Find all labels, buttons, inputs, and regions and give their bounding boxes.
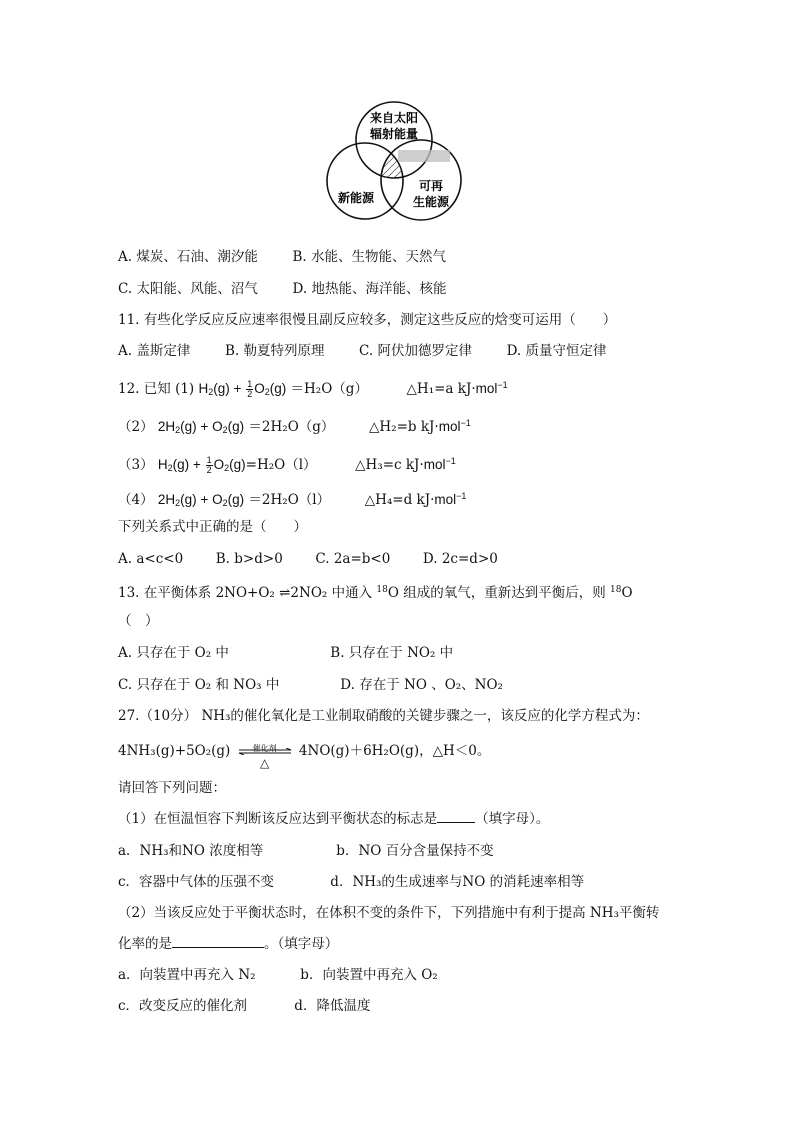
right-circle-label-1: 可再 (418, 179, 444, 193)
q10-options-row-1 (118, 248, 446, 266)
q27-p2-option-c: c．改变反应的催化剂 (118, 998, 248, 1014)
q13-options-row-2 (118, 676, 503, 694)
q12-eq4: （4） $2H_2(g) + O_2(g) =2H_2O(l)$ △H₄=d kJ·mol$^{-1}$ (118, 491, 467, 508)
q13-option-a: A. 只存在于 O₂ 中 (118, 645, 229, 661)
q10-option-d: D. 地热能、海洋能、核能 (292, 281, 447, 297)
right-circle-label-2: 生能源 (412, 195, 450, 209)
top-circle-label-1: 来自太阳 (369, 111, 419, 125)
q12-eq1: 12. 已知 (1) $H_2(g)$ + $\frac{1}{2}$ $O_2(g) =H_2O(g)$ △H₁=a kJ·mol$^{-1}$ (118, 378, 508, 399)
q10-option-b: B. 水能、生物能、天然气 (292, 249, 446, 265)
q12-option-a: A. a<c<0 (118, 551, 184, 567)
q12-option-b: B. b>d>0 (215, 551, 283, 567)
fraction-half: $\frac{1}{2}$ (206, 454, 212, 475)
q12-option-d: D. 2c=d>0 (422, 551, 498, 567)
q27-part1-options-row-2 (118, 873, 584, 891)
q27-p2-option-a: a．向装置中再充入 N₂ (118, 967, 256, 983)
q27-p1-option-d: d．NH₃的生成速率与NO 的消耗速率相等 (330, 874, 585, 890)
q11-option-d: D. 质量守恒定律 (506, 343, 607, 359)
q27-p1-option-a: a．NH₃和NO 浓度相等 (118, 843, 264, 859)
q11-option-b: B. 勒夏特列原理 (224, 343, 325, 359)
q27-part2-options-row-2 (118, 997, 370, 1015)
q10-option-a: A. 煤炭、石油、潮汐能 (118, 249, 258, 265)
q27-part1-options-row-1 (118, 842, 494, 860)
q27-part2-stem-line2: 化率的是 。（填字母） (118, 936, 339, 952)
q13-option-d: D. 存在于 NO 、O₂、NO₂ (340, 677, 503, 693)
q13-option-c: C. 只存在于 O₂ 和 NO₃ 中 (118, 677, 280, 693)
q27-p1-option-b: b．NO 百分含量保持不变 (336, 843, 494, 859)
q12-question: 下列关系式中正确的是（ ） (118, 519, 307, 535)
q27-prompt: 请回答下列问题： (118, 780, 226, 796)
q13-answer-paren: （ ） (118, 613, 159, 629)
q27-p1-option-c: c．容器中气体的压强不变 (118, 874, 275, 890)
q27-p2-option-d: d．降低温度 (294, 998, 371, 1014)
q13-options-row-1 (118, 644, 453, 662)
q11-option-c: C. 阿伏加德罗定律 (359, 343, 472, 359)
q12-eq3: （3） $H_2(g)$ + $\frac{1}{2}$ $O_2(g)=H_2O(l)$ △H₃=c kJ·mol$^{-1}$ (118, 454, 456, 475)
q27-equation: 4NH₃(g)+5O₂(g) 催化剂 △ 4NO(g)＋6H₂O(g)，△H＜0。 (118, 739, 490, 764)
q27-p2-option-b: b．向装置中再充入 O₂ (300, 967, 438, 983)
q10-option-c: C. 太阳能、风能、沼气 (118, 281, 258, 297)
q10-options-row-2 (118, 280, 446, 298)
q13-stem: 13. 在平衡体系 2NO+O₂ ⇌2NO₂ 中通入 $^{18}$O 组成的氧气，重新达到平衡后，则 $^{18}$O (118, 585, 633, 601)
q12-options (118, 550, 498, 568)
q11-stem: 11. 有些化学反应反应速率很慢且副反应较多，测定这些反应的焓变可运用（ ） (118, 312, 617, 328)
q12-option-c: C. 2a=b<0 (315, 551, 391, 567)
energy-venn-diagram (318, 98, 468, 228)
fraction-half: $\frac{1}{2}$ (247, 378, 253, 399)
q27-part2-stem-line1: （2）当该反应处于平衡状态时，在体积不变的条件下，下列措施中有利于提高 NH₃平衡转 (118, 905, 660, 921)
blurred-label (398, 150, 450, 162)
q12-eq2: （2） $2H_2(g) + O_2(g) =2H_2O(g)$ △H₂=b kJ·mol$^{-1}$ (118, 418, 471, 435)
catalyst-condition-arrow: 催化剂 △ (237, 740, 293, 764)
answer-blank-1[interactable] (437, 822, 475, 823)
q11-options (118, 342, 607, 360)
q11-option-a: A. 盖斯定律 (118, 343, 191, 359)
q27-part2-options-row-1 (118, 966, 438, 984)
left-circle-label: 新能源 (337, 191, 375, 205)
q27-part1-stem: （1）在恒温恒容下判断该反应达到平衡状态的标志是 （填字母）。 (118, 811, 550, 827)
q13-option-b: B. 只存在于 NO₂ 中 (330, 645, 454, 661)
q27-header: 27.（10分） NH₃的催化氧化是工业制取硝酸的关键步骤之一，该反应的化学方程式为： (118, 708, 649, 724)
top-circle-label-2: 辐射能量 (369, 127, 419, 141)
answer-blank-2[interactable] (172, 947, 264, 948)
